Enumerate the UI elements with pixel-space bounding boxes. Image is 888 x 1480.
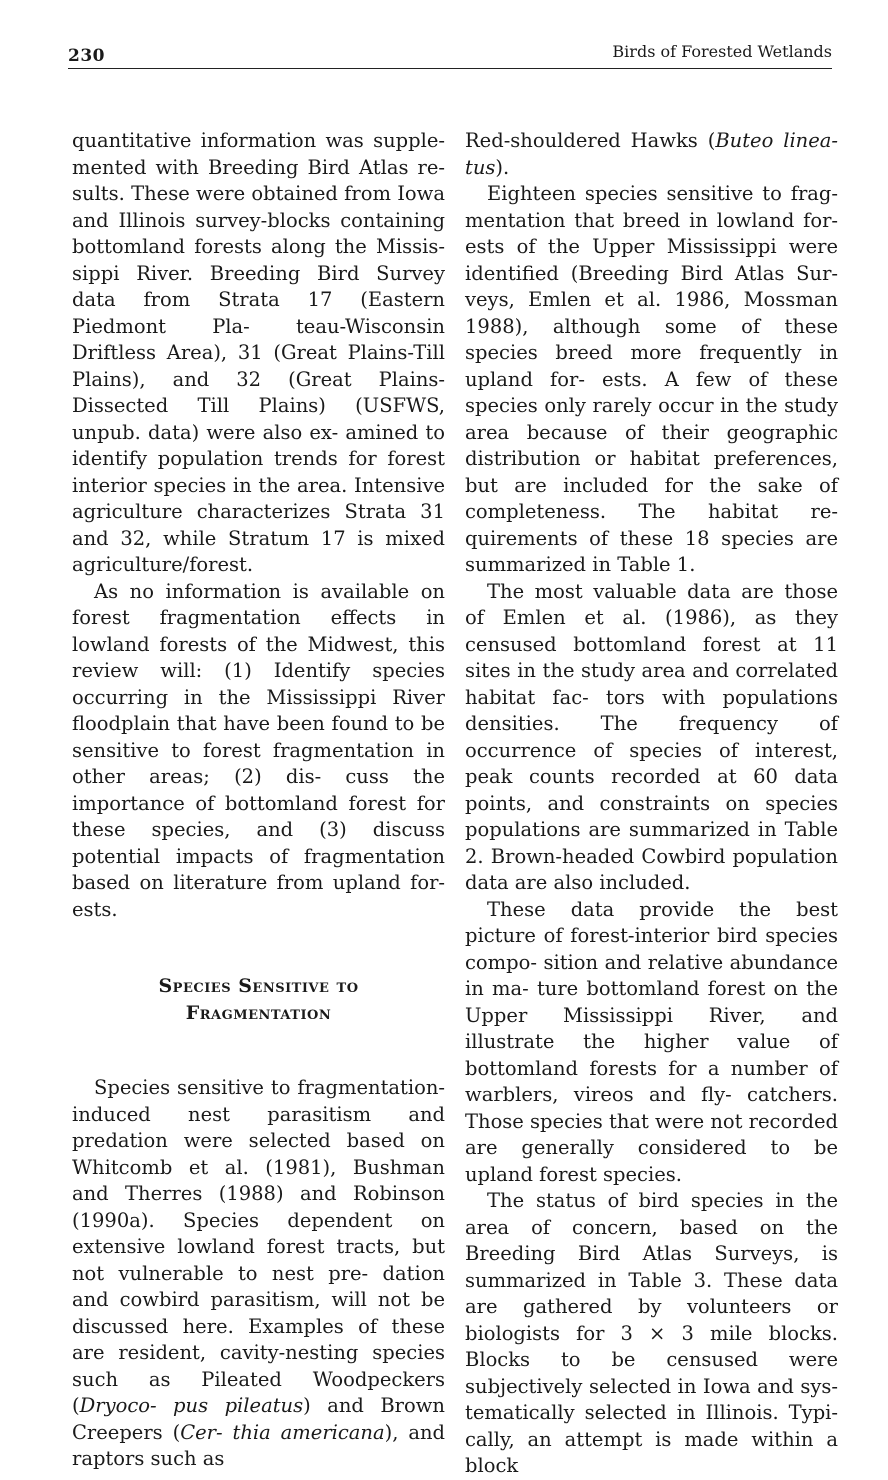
text-run: ) and Brown Creepers ( bbox=[72, 1394, 445, 1444]
paragraph: Eighteen species sensitive to frag- mentation that breed in lowland for- ests of the Upper Mississippi were identified (Breeding Bird Atlas Sur- veys, Emlen et al. 1986, Mossman 1988), although some of these species breed more frequently in upland for- ests. A few of these species only rarely occur in the study area because of their geographic distribution or habitat preferences, but are included for the sake of completeness. The habitat re- quirements of these 18 species are summarized in Table 1. bbox=[465, 182, 838, 576]
right-column bbox=[465, 128, 838, 1480]
page-number: 230 bbox=[68, 46, 105, 66]
text-run: ), and raptors such as bbox=[72, 1420, 445, 1470]
page-header bbox=[68, 40, 832, 69]
taxon-name: Buteo linea- tus bbox=[465, 129, 838, 179]
section-heading bbox=[72, 973, 445, 1027]
paragraph bbox=[72, 1075, 445, 1473]
section-heading-line: Fragmentation bbox=[185, 1002, 332, 1024]
text-run: Species sensitive to fragmentation- induced nest parasitism and predation were selected based on Whitcomb et al. (1981), Bushman and Therres (1988) and Robinson (1990a). Species dependent on extensive lowland forest tracts, but not vulnerable to nest pre- dation and cowbird parasitism, will not be discussed here. Examples of these are resident, cavity-nesting species such as Pileated Woodpeckers ( bbox=[72, 1076, 445, 1417]
text-run: Red-shouldered Hawks ( bbox=[465, 129, 716, 152]
taxon-name: Dryoco- pus pileatus bbox=[79, 1394, 304, 1417]
left-column bbox=[72, 128, 445, 1473]
paragraph: As no information is available on forest fragmentation effects in lowland forests of the Midwest, this review will: (1) Identify species occurring in the Mississippi River floodplain that have been found to be sensitive to forest fragmentation in other areas; (2) dis- cuss the importance of bottomland forest for these species, and (3) discuss potential impacts of fragmentation based on literature from upland for- ests. bbox=[72, 579, 445, 921]
paragraph: quantitative information was supple- mented with Breeding Bird Atlas re- sults. These were obtained from Iowa and Illinois survey-blocks containing bottomland forests along the Missis- sippi River. Breeding Bird Survey data from Strata 17 (Eastern Piedmont Pla- teau-Wisconsin Driftless Area), 31 (Great Plains-Till Plains), and 32 (Great Plains-Dissected Till Plains) (USFWS, unpub. data) were also ex- amined to identify population trends for forest interior species in the area. Intensive agriculture characterizes Strata 31 and 32, while Stratum 17 is mixed agriculture/forest. bbox=[72, 129, 445, 576]
taxon-name: Cer- thia americana bbox=[180, 1420, 385, 1444]
paragraph: The most valuable data are those of Emlen et al. (1986), as they censused bottomland forest at 11 sites in the study area and correlated habitat fac- tors with populations densities. The frequency of occurrence of species of interest, peak counts recorded at 60 data points, and constraints on species populations are summarized in Table 2. Brown-headed Cowbird population data are also included. bbox=[465, 579, 838, 894]
paragraph bbox=[465, 128, 838, 181]
section-heading-line: Species Sensitive to bbox=[158, 975, 359, 997]
paragraph: The status of bird species in the area of concern, based on the Breeding Bird Atlas Surveys, is summarized in Table 3. These data are gathered by volunteers or biologists for 3 × 3 mile blocks. Blocks to be censused were subjectively selected in Iowa and sys- tematically selected in Illinois. Typi- cally, an attempt is made within a block bbox=[465, 1189, 838, 1477]
running-title: Birds of Forested Wetlands bbox=[612, 42, 832, 61]
text-run: ). bbox=[495, 155, 510, 179]
paragraph: These data provide the best picture of forest-interior bird species compo- sition and relative abundance in ma- ture bottomland forest on the Upper Mississippi River, and illustrate the higher value of bottomland forests for a number of warblers, vireos and fly- catchers. Those species that were not recorded are generally considered to be upland forest species. bbox=[465, 897, 839, 1186]
